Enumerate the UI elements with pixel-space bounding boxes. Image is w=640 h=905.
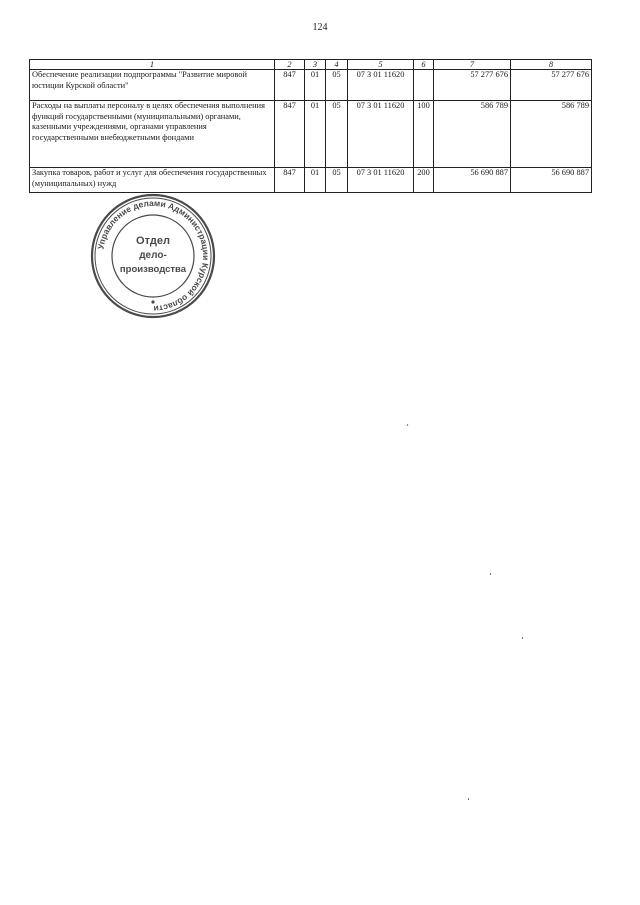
column-header: 4: [326, 60, 348, 70]
cell-type: 100: [414, 101, 434, 168]
page-number: 124: [312, 22, 328, 33]
stamp-center-line-1: Отдел: [136, 235, 170, 247]
scan-speck: [468, 798, 469, 800]
row-name: Обеспечение реализации подпрограммы "Развитие мировой юстиции Курской области": [30, 70, 275, 101]
cell-target: 07 3 01 11620: [348, 101, 414, 168]
cell-amount-1: 586 789: [434, 101, 511, 168]
column-header: 1: [30, 60, 275, 70]
column-header: 7: [434, 60, 511, 70]
cell-code: 847: [275, 70, 305, 101]
cell-amount-1: 57 277 676: [434, 70, 511, 101]
row-name: Расходы на выплаты персоналу в целях обеспечения выполнения функций государственными (муниципальными) органами, казенными учреждениями, органами управления государственными внебюджетными фондами: [30, 101, 275, 168]
column-header: 6: [414, 60, 434, 70]
stamp-ring-text: Управление делами Администрации Курской области: [95, 197, 212, 315]
column-header: 8: [511, 60, 592, 70]
table-header-row: [30, 60, 592, 70]
cell-amount-1: 56 690 887: [434, 168, 511, 193]
row-name: Закупка товаров, работ и услуг для обеспечения государственных (муниципальных) нужд: [30, 168, 275, 193]
cell-type: [414, 70, 434, 101]
cell-target: 07 3 01 11620: [348, 70, 414, 101]
column-header: 5: [348, 60, 414, 70]
cell-amount-2: 57 277 676: [511, 70, 592, 101]
scan-speck: [522, 637, 523, 639]
cell-subsection: 05: [326, 168, 348, 193]
cell-type: 200: [414, 168, 434, 193]
cell-code: 847: [275, 101, 305, 168]
official-stamp: [89, 192, 217, 320]
cell-amount-2: 586 789: [511, 101, 592, 168]
column-header: 2: [275, 60, 305, 70]
cell-section: 01: [305, 70, 326, 101]
cell-subsection: 05: [326, 101, 348, 168]
stamp-center-line-3: производства: [119, 264, 187, 275]
stamp-center-line-2: дело-: [139, 250, 167, 261]
column-header: 3: [305, 60, 326, 70]
cell-section: 01: [305, 101, 326, 168]
table-row: [30, 168, 592, 193]
cell-code: 847: [275, 168, 305, 193]
cell-amount-2: 56 690 887: [511, 168, 592, 193]
cell-section: 01: [305, 168, 326, 193]
scan-speck: [407, 424, 409, 426]
cell-subsection: 05: [326, 70, 348, 101]
scan-speck: [490, 573, 491, 575]
table-row: [30, 101, 592, 168]
cell-target: 07 3 01 11620: [348, 168, 414, 193]
table-row: [30, 70, 592, 101]
stamp-dot: [151, 300, 154, 303]
budget-table: [29, 59, 592, 193]
